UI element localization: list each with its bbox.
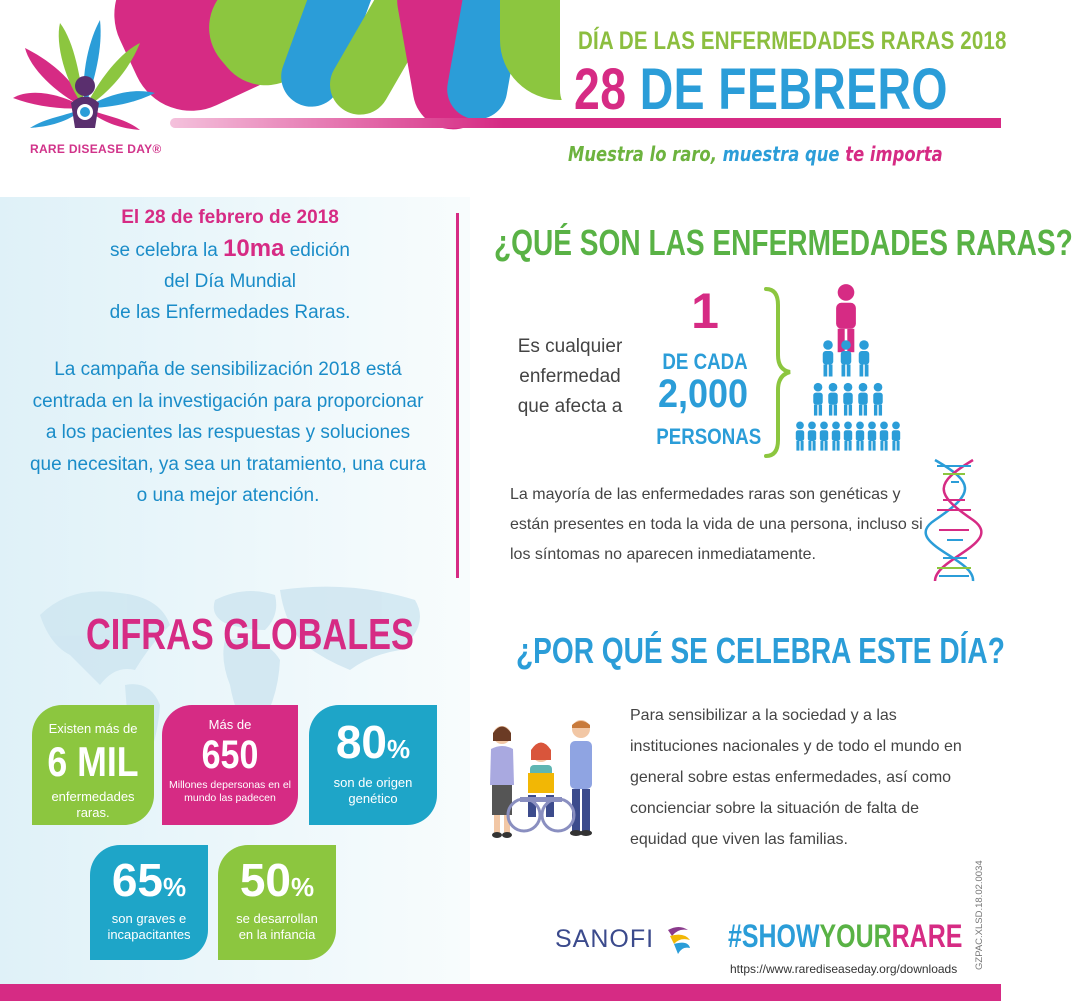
logo-text: RARE DISEASE DAY®: [30, 142, 162, 156]
curly-brace-icon: [762, 285, 792, 460]
tagline-part: te importa: [845, 142, 943, 166]
bottom-bar: [0, 984, 1001, 1001]
tagline-part: Muestra lo raro,: [568, 142, 717, 166]
hashtag-part: RARE: [891, 918, 963, 954]
card-top-text: Existen más de: [48, 721, 138, 736]
card-value: [309, 716, 437, 768]
intro-line: del Día Mundial: [163, 271, 297, 292]
sanofi-logo-text: SANOFI: [555, 925, 655, 953]
family-illustration-icon: [486, 715, 601, 840]
stat-de-cada: DE CADA: [662, 349, 748, 374]
vertical-divider: [456, 213, 459, 578]
intro-line: de las Enfermedades Raras.: [109, 302, 351, 323]
intro-edition: 10ma: [223, 235, 285, 262]
rare-disease-day-logo: [10, 18, 160, 148]
what-heading: ¿QUÉ SON LAS ENFERMEDADES RARAS?: [494, 222, 1073, 263]
card-big-number: 650: [201, 733, 259, 777]
card-bottom-text: Millones depersonas en el mundo las padecen: [169, 779, 291, 804]
card-value: [218, 854, 336, 906]
hashtag[interactable]: [728, 918, 962, 955]
stat-card: [309, 705, 437, 825]
hashtag-part: #SHOW: [728, 918, 820, 954]
card-bottom-text: son de origen genético: [333, 775, 413, 806]
stat-card: [218, 845, 336, 960]
tagline-part: muestra que: [722, 142, 840, 166]
sanofi-bird-icon: [664, 922, 694, 956]
intro-date: El 28 de febrero de 2018: [121, 207, 339, 228]
card-big-number: 6 MIL: [47, 738, 139, 785]
global-figures-heading: CIFRAS GLOBALES: [86, 610, 414, 659]
card-value: [90, 854, 208, 906]
why-heading: ¿POR QUÉ SE CELEBRA ESTE DÍA?: [516, 630, 1005, 671]
intro-fragment: edición: [289, 240, 350, 261]
stat-card: [162, 705, 298, 825]
card-unit: %: [163, 872, 187, 902]
intro-line: [60, 233, 400, 266]
definition-text: Es cualquier enfermedad que afecta a: [517, 336, 623, 417]
header-banner: [0, 0, 1007, 197]
intro-fragment: se celebra la: [110, 240, 218, 261]
stat-card: [90, 845, 208, 960]
card-top-text: Más de: [208, 717, 252, 732]
header-date: [574, 56, 948, 123]
stat-2000: 2,000: [657, 372, 749, 416]
stat-one: 1: [691, 283, 719, 339]
dna-icon: [925, 458, 983, 583]
card-big-number: 50: [239, 854, 292, 906]
document-code: GZPAC.XLSD.18.02.0034: [974, 860, 985, 970]
header-date-month: DE FEBRERO: [639, 57, 948, 122]
card-unit: %: [291, 872, 315, 902]
header-date-number: 28: [574, 57, 627, 122]
campaign-text: La campaña de sensibilización 2018 está centrada en la investigación para proporcionar a los pacientes las respuestas y soluciones que necesitan, ya sea un tratamiento, una cura o una mejor atención.: [29, 359, 427, 506]
header-title: DÍA DE LAS ENFERMEDADES RARAS 2018: [578, 27, 1007, 55]
genetic-text: La mayoría de las enfermedades raras son genéticas y están presentes en toda la vida de una persona, incluso si los síntomas no aparecen inmediatamente.: [510, 486, 923, 563]
why-text: Para sensibilizar a la sociedad y a las instituciones nacionales y de todo el mundo en general sobre estas enfermedades, así como concienciar sobre la situación de falta de equidad que viven las familias.: [630, 707, 962, 848]
tagline: [568, 142, 943, 166]
stat-card: [32, 705, 154, 825]
card-bottom-text: enfermedades raras.: [51, 789, 135, 820]
intro-text: [60, 202, 400, 328]
hashtag-part: YOUR: [819, 918, 892, 954]
card-bottom-text: se desarrollan en la infancia: [236, 911, 318, 942]
card-big-number: 65: [111, 854, 164, 906]
card-bottom-text: son graves e incapacitantes: [107, 911, 191, 942]
downloads-link[interactable]: https://www.rarediseaseday.org/downloads: [730, 962, 958, 976]
card-unit: %: [387, 734, 411, 764]
people-pyramid-icon: [790, 285, 905, 455]
stat-personas: PERSONAS: [656, 424, 762, 449]
card-big-number: 80: [335, 716, 388, 768]
